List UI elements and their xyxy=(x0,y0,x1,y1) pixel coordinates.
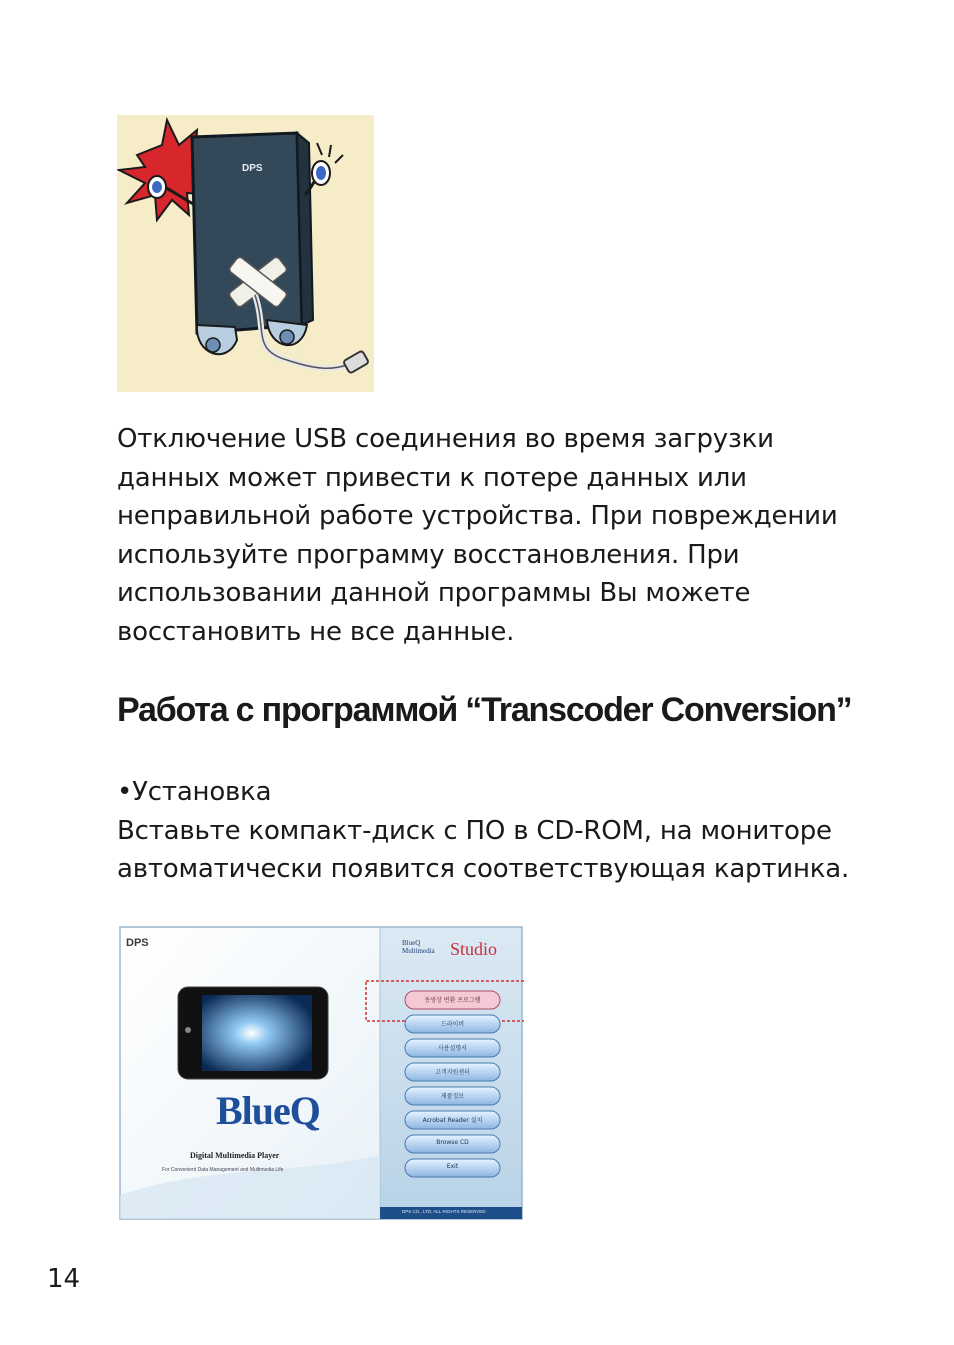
page-number: 14 xyxy=(47,1264,81,1294)
text-line: используйте программу восстановления. При xyxy=(117,539,740,570)
usb-warning-paragraph xyxy=(117,420,877,652)
installation-block xyxy=(117,773,877,889)
studio-small-line: BlueQ xyxy=(402,939,421,947)
studio-small-label xyxy=(402,939,435,955)
brand-logo: BlueQ xyxy=(216,1088,320,1133)
text-line: неправильной работе устройства. При повреждении xyxy=(117,501,838,532)
text-line: восстановить не все данные. xyxy=(117,616,515,647)
installation-bullet: •Установка xyxy=(117,777,272,807)
text-line: Отключение USB соединения во время загрузки xyxy=(117,424,774,454)
menu-button-converter[interactable]: 동영상 변환 프로그램 xyxy=(424,997,481,1004)
menu-button-driver[interactable]: 드라이버 xyxy=(440,1021,465,1028)
menu-button-browse-cd[interactable]: Browse CD xyxy=(436,1139,469,1146)
text-line: Вставьте компакт-диск с ПО в CD-ROM, на мониторе xyxy=(117,815,832,846)
menu-button-exit[interactable]: Exit xyxy=(446,1163,459,1170)
studio-small-line: Multimedia xyxy=(402,947,435,955)
studio-title: Studio xyxy=(450,939,498,959)
usb-disconnect-illustration xyxy=(117,115,374,392)
screenshot-subcaption: For Convenient Data Management and Multimedia Life xyxy=(162,1167,284,1173)
section-heading: Работа с программой “Transcoder Conversion” xyxy=(117,691,852,729)
text-line: автоматически появится соответствующая картинка. xyxy=(117,854,850,885)
menu-button-support[interactable]: 고객지원센터 xyxy=(435,1069,470,1076)
menu-button-product-info[interactable]: 제품정보 xyxy=(440,1093,465,1100)
screenshot-caption: Digital Multimedia Player xyxy=(190,1151,280,1160)
menu-button-manual[interactable]: 사용설명서 xyxy=(438,1045,467,1052)
screenshot-footer: DPS CO., LTD. ALL RIGHTS RESERVED xyxy=(402,1209,486,1214)
text-line: данных может привести к потере данных или xyxy=(117,462,747,493)
menu-button-acrobat[interactable]: Acrobat Reader 설치 xyxy=(422,1117,483,1124)
text-line: использовании данной программы Вы можете xyxy=(117,578,751,609)
device-logo: DPS xyxy=(242,163,263,174)
installer-screenshot xyxy=(118,925,524,1223)
screenshot-logo: DPS xyxy=(126,937,149,949)
